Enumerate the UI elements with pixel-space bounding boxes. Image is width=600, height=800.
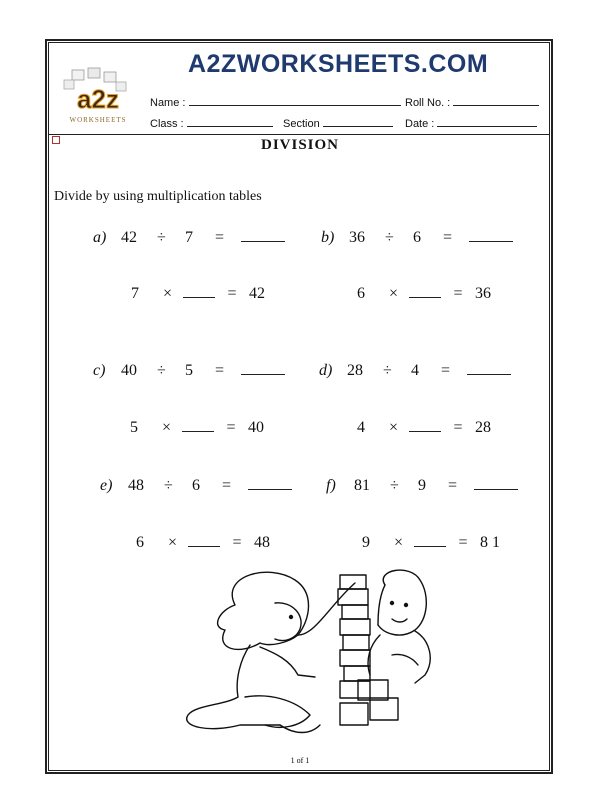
factor-blank[interactable]	[414, 532, 446, 547]
equals-sign: =	[215, 229, 225, 246]
multiplier: 5	[130, 419, 138, 436]
times-sign: ×	[163, 285, 173, 302]
class-line[interactable]	[187, 116, 273, 127]
dividend: 40	[121, 362, 137, 379]
header-divider	[48, 134, 550, 135]
times-sign: ×	[389, 285, 399, 302]
equals-sign: =	[453, 419, 463, 436]
problem-multiplication	[136, 532, 270, 552]
equals-sign: =	[226, 419, 236, 436]
section-field[interactable]	[283, 116, 393, 130]
factor-blank[interactable]	[182, 417, 214, 432]
factor-blank[interactable]	[409, 283, 441, 298]
problem-label: c)	[93, 362, 106, 379]
divisor: 9	[418, 477, 426, 494]
multiplier: 7	[131, 285, 139, 302]
date-label: Date :	[405, 118, 435, 130]
svg-text:WORKSHEETS: WORKSHEETS	[69, 116, 127, 124]
roll-label: Roll No. :	[405, 97, 451, 109]
children-stacking-blocks-illustration	[180, 565, 440, 740]
product: 42	[249, 285, 265, 302]
divisor: 5	[185, 362, 193, 379]
problem-multiplication	[357, 283, 491, 303]
problem-label: a)	[93, 229, 107, 246]
times-sign: ×	[162, 419, 172, 436]
equals-sign: =	[227, 285, 237, 302]
factor-blank[interactable]	[409, 417, 441, 432]
answer-blank[interactable]	[467, 360, 511, 375]
problem-label: e)	[100, 477, 113, 494]
worksheet-title: DIVISION	[260, 137, 340, 153]
dividend: 48	[128, 477, 144, 494]
answer-blank[interactable]	[241, 227, 285, 242]
problem-label: d)	[319, 362, 333, 379]
problem-label: b)	[321, 229, 335, 246]
equals-sign: =	[443, 229, 453, 246]
a2z-logo	[58, 66, 138, 126]
product: 48	[254, 534, 270, 551]
divide-sign: ÷	[164, 477, 173, 494]
divide-sign: ÷	[385, 229, 394, 246]
times-sign: ×	[389, 419, 399, 436]
answer-blank[interactable]	[469, 227, 513, 242]
equals-sign: =	[441, 362, 451, 379]
product: 28	[475, 419, 491, 436]
section-label: Section	[283, 118, 320, 130]
class-label: Class :	[150, 118, 184, 130]
answer-blank[interactable]	[248, 475, 292, 490]
equals-sign: =	[458, 534, 468, 551]
name-field[interactable]	[150, 95, 401, 109]
equals-sign: =	[453, 285, 463, 302]
problem-multiplication	[357, 417, 491, 437]
divide-sign: ÷	[157, 362, 166, 379]
divide-sign: ÷	[157, 229, 166, 246]
multiplier: 4	[357, 419, 365, 436]
multiplier: 9	[362, 534, 370, 551]
multiplier: 6	[136, 534, 144, 551]
equals-sign: =	[222, 477, 232, 494]
equals-sign: =	[448, 477, 458, 494]
problem-label: f)	[326, 477, 336, 494]
dividend: 42	[121, 229, 137, 246]
svg-text:a2z: a2z	[77, 84, 119, 114]
problem-division	[321, 227, 513, 247]
divisor: 6	[192, 477, 200, 494]
problem-multiplication	[130, 417, 264, 437]
multiplier: 6	[357, 285, 365, 302]
factor-blank[interactable]	[183, 283, 215, 298]
times-sign: ×	[394, 534, 404, 551]
dividend: 81	[354, 477, 370, 494]
times-sign: ×	[168, 534, 178, 551]
product: 8 1	[480, 534, 500, 551]
name-line[interactable]	[189, 95, 401, 106]
section-line[interactable]	[323, 116, 393, 127]
dividend: 36	[349, 229, 365, 246]
problem-division	[100, 475, 292, 495]
roll-field[interactable]	[405, 95, 539, 109]
problem-multiplication	[131, 283, 265, 303]
problem-division	[93, 227, 285, 247]
date-field[interactable]	[405, 116, 537, 130]
problem-multiplication	[362, 532, 500, 552]
problem-division	[93, 360, 285, 380]
problem-division	[326, 475, 518, 495]
equals-sign: =	[215, 362, 225, 379]
factor-blank[interactable]	[188, 532, 220, 547]
answer-blank[interactable]	[474, 475, 518, 490]
instruction-text: Divide by using multiplication tables	[54, 189, 262, 204]
divisor: 6	[413, 229, 421, 246]
divide-sign: ÷	[390, 477, 399, 494]
page-number: 1 of 1	[290, 756, 310, 765]
class-field[interactable]	[150, 116, 273, 130]
name-label: Name :	[150, 97, 186, 109]
date-line[interactable]	[437, 116, 537, 127]
divisor: 4	[411, 362, 419, 379]
site-title: A2ZWORKSHEETS.COM	[188, 50, 489, 78]
divide-sign: ÷	[383, 362, 392, 379]
answer-blank[interactable]	[241, 360, 285, 375]
equals-sign: =	[232, 534, 242, 551]
product: 40	[248, 419, 264, 436]
product: 36	[475, 285, 491, 302]
roll-line[interactable]	[453, 95, 539, 106]
problem-division	[319, 360, 511, 380]
dividend: 28	[347, 362, 363, 379]
divisor: 7	[185, 229, 193, 246]
